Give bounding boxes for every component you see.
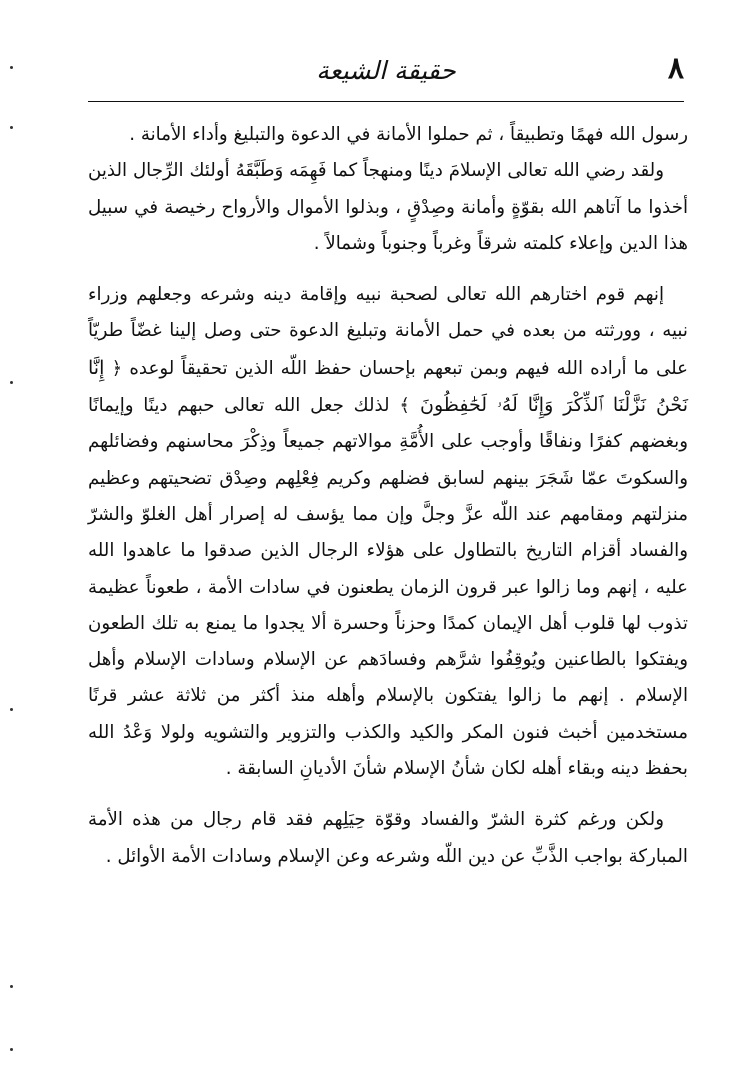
scan-edge-mark	[10, 985, 13, 988]
running-title: حقيقة الشيعة	[316, 56, 456, 85]
page-number: ٨	[667, 51, 684, 86]
scan-edge-mark	[10, 126, 13, 129]
scan-edge-mark	[10, 66, 13, 69]
paragraph-text: ولكن ورغم كثرة الشرّ والفساد وقوّة حِيَلِهم فقد قام رجال من هذه الأمة المباركة بواجب الذَّبِّ عن دين اللّه وشرعه وعن الإسلام وسادات الأمة الأوائل .	[88, 809, 688, 867]
page-header	[88, 52, 684, 100]
scan-edge-mark	[10, 381, 13, 384]
paragraph-text: لذلك جعل الله تعالى حبهم دينًا وإيمانًا وبغضهم كفرًا ونفاقًا وأوجب على الأُمَّةِ موالاتهم جميعاً وذِكْرَ محاسنهم وفضائلهم والسكوتَ عمّا شَجَرَ بينهم لسابق فضلهم وكريم فِعْلِهم وصِدْق تضحيتهم وعظيم منزلتهم ومقامهم عند اللّه عزَّ وجلَّ وإن مما يؤسف له إصرار أهل الغلوّ والشرّ والفساد أقزام التاريخ بالتطاول على هؤلاء الرجال الذين صدقوا ما عاهدوا الله عليه ، إنهم وما زالوا عبر قرون الزمان يطعنون في سادات الأمة ، طعوناً عظيمة تذوب لها قلوب أهل الإيمان كمدًا وحزناً وحسرة ألا يجدوا ما يمنع به تلك الطعون ويفتكوا بالطاعنين ويُوقِفُوا شرَّهم وفسادَهم عن الإسلام وسادات الإسلام وأهل الإسلام . إنهم ما زالوا يفتكون بالإسلام وأهله منذ أكثر من ثلاثة عشر قرنًا مستخدمين أخبث فنون المكر والكيد والكذب والتزوير والتشويه ولولا وَعْدُ الله بحفظ دينه وبقاء أهله لكان شأنُ الإسلام شأنَ الأديانِ السابقة .	[88, 395, 688, 780]
ornate-bracket: ﴿	[111, 357, 123, 379]
paragraph	[88, 117, 688, 153]
ornate-bracket: ﴾	[399, 395, 410, 417]
body-text	[88, 117, 688, 875]
scan-edge-mark	[10, 1048, 13, 1051]
quran-verse: إِنَّا نَحْنُ نَزَّلْنَا ٱلذِّكْرَ وَإِنَّا لَهُۥ لَحَٰفِظُونَ	[88, 356, 688, 417]
paragraph-text: رسول الله فهمًا وتطبيقاً ، ثم حملوا الأمانة في الدعوة والتبليغ وأداء الأمانة .	[129, 124, 688, 145]
paragraph	[88, 802, 688, 875]
scan-edge-mark	[10, 708, 13, 711]
paragraph	[88, 153, 688, 262]
header-rule	[88, 101, 684, 102]
paragraph-text: ولقد رضي الله تعالى الإسلامَ دينًا ومنهجاً كما فَهِمَه وَطَبَّقَهُ أولئك الرِّجال الذين أخذوا ما آتاهم الله بقوّةٍ وأمانة وصِدْقٍ ، وبذلوا الأموال والأرواح رخيصة في سبيل هذا الدين وإعلاء كلمته شرقاً وغرباً وجنوباً وشمالاً .	[88, 160, 688, 254]
paragraph-text: إنهم قوم اختارهم الله تعالى لصحبة نبيه وإقامة دينه وشرعه وجعلهم وزراء نبيه ، وورثته من بعده في حمل الأمانة وتبليغ الدعوة حتى وصل إلينا غضّاً طريّاً على ما أراده الله فيهم وبمن تبعهم بإحسان حفظ اللّه الذين تحقيقاً لوعده	[88, 284, 688, 379]
paragraph	[88, 277, 688, 787]
